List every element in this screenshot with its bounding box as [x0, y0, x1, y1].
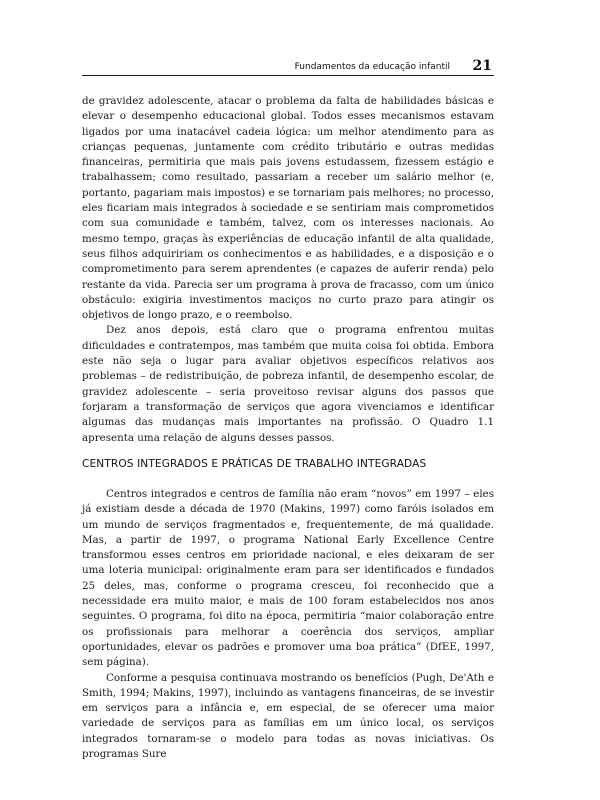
section-heading: CENTROS INTEGRADOS E PRÁTICAS DE TRABALHO INTEGRADAS [82, 458, 427, 470]
running-header [82, 58, 494, 76]
running-title: Fundamentos da educação infantil [294, 62, 450, 72]
paragraph: Conforme a pesquisa continuava mostrando os benefícios (Pugh, De'Ath e Smith, 1994; Makins, 1997), incluindo as vantagens financeiras, de se investir em serviços para a infância e, em especial, de se oferecer uma maior variedade de serviços para as famílias em um único local, os serviços integrados tornaram-se o modelo para todas as novas iniciativas. Os programas Sure [82, 671, 494, 761]
paragraph: de gravidez adolescente, atacar o problema da falta de habilidades básicas e elevar o desempenho educacional global. Todos esses mecanismos estavam ligados por uma inatacável cadeia lógica: um melhor atendimento para as crianças pequenas, juntamente com crédito tributário e outras medidas financeiras, permitiria que mais pais jovens estudassem, fizessem estágio e trabalhassem; como resultado, passariam a receber um salário melhor (e, portanto, pagariam mais impostos) e se tornariam pais melhores; no processo, eles ficariam mais integrados à sociedade e se sentiriam mais comprometidos com sua comunidade e também, talvez, com os interesses nacionais. Ao mesmo tempo, graças às experiências de educação infantil de alta qualidade, seus filhos adquiririam os conhecimentos e as habilidades, e a disposição e o comprometimento para serem aprendentes (e capazes de auferir renda) pelo restante da vida. Parecia ser um programa à prova de fracasso, com um único obstáculo: exigiria investimentos maciços no curto prazo para atingir os objetivos de longo prazo, e o reembolso. [82, 95, 494, 322]
page-number: 21 [472, 58, 492, 74]
paragraph: Centros integrados e centros de família não eram “novos” em 1997 – eles já existiam desde a década de 1970 (Makins, 1997) como faróis isolados em um mundo de serviços fragmentados e, frequentemente, de má qualidade. Mas, a partir de 1997, o programa National Early Excellence Centre transformou esses centros em prioridade nacional, e eles deixaram de ser uma loteria municipal: originalmente eram para ser identificados e fundados 25 deles, mas, conforme o programa cresceu, foi reconhecido que a necessidade era muito maior, e mais de 100 foram estabelecidos nos anos seguintes. O programa, foi dito na época, permitiria “maior colaboração entre os profissionais para melhorar a coerência dos serviços, ampliar oportunidades, elevar os padrões e promover uma boa prática” (DfEE, 1997, sem página). [82, 488, 494, 669]
paragraph: Dez anos depois, está claro que o programa enfrentou muitas dificuldades e contratempos, mas também que muita coisa foi obtida. Embora este não seja o lugar para avaliar objetivos específicos relativos aos problemas – de redistribuição, de pobreza infantil, de desempenho escolar, de gravidez adolescente – seria proveitoso revisar alguns dos passos que forjaram a transformação de serviços que agora vivenciamos e identificar algumas das mudanças mais importantes na profissão. O Quadro 1.1 apresenta uma relação de alguns desses passos. [82, 324, 494, 444]
text-block-bottom [82, 487, 494, 762]
text-block-top [82, 94, 494, 446]
